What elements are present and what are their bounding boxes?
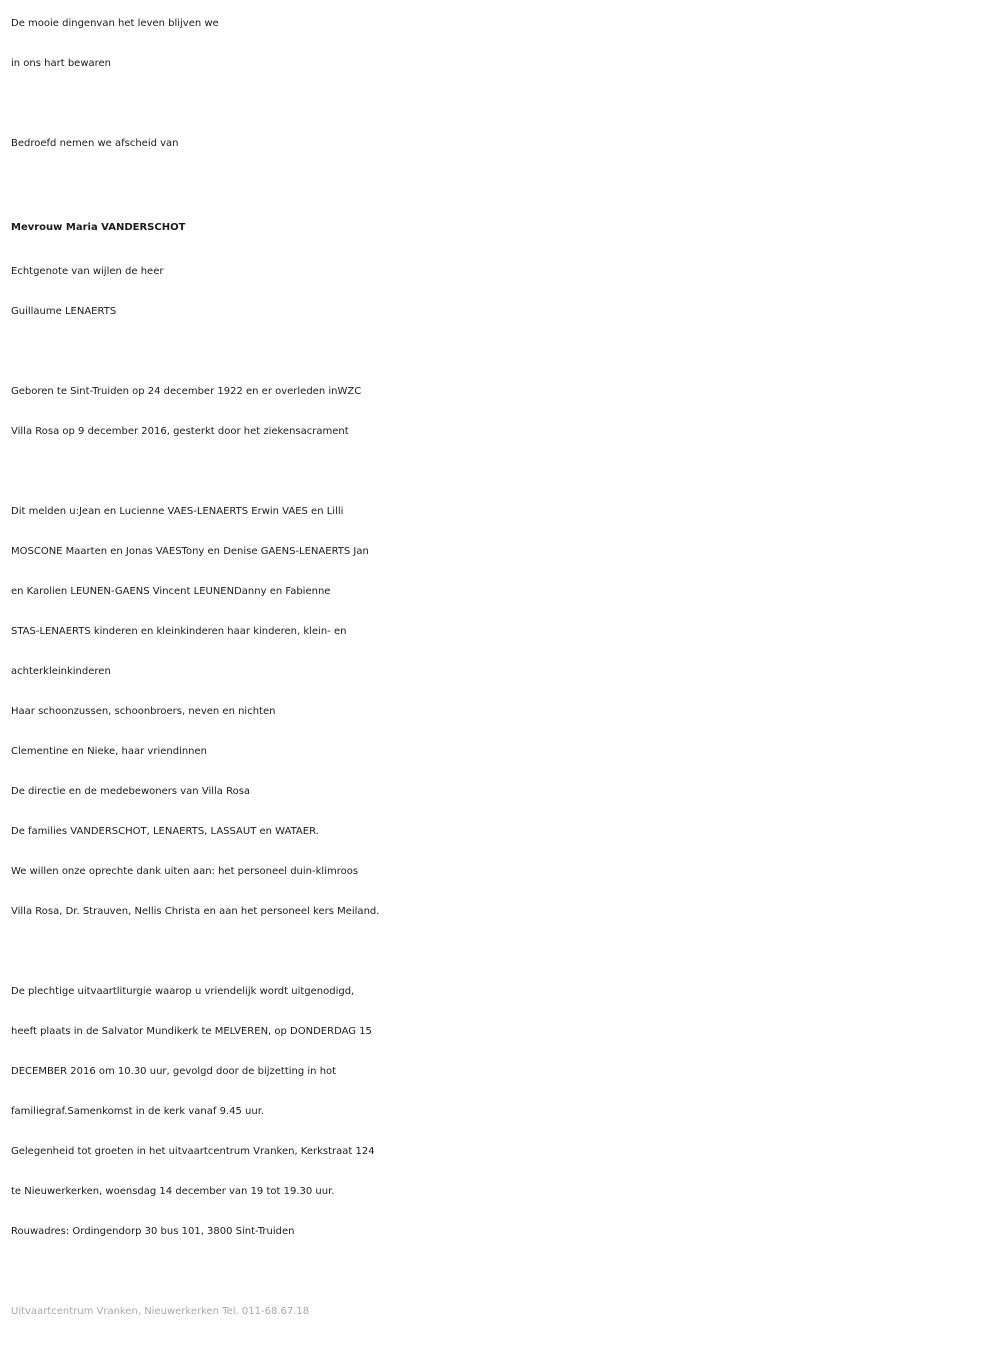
birth-death-line: Villa Rosa op 9 december 2016, gesterkt door het ziekensacrament: [11, 426, 349, 437]
spacer: [11, 164, 996, 204]
spacer: [11, 1252, 996, 1292]
announcer-line: Haar schoonzussen, schoonbroers, neven en nichten: [11, 706, 276, 717]
farewell-line: Bedroefd nemen we afscheid van: [11, 138, 179, 149]
ceremony-line: Gelegenheid tot groeten in het uitvaartcentrum Vranken, Kerkstraat 124: [11, 1146, 375, 1157]
announcer-line: De families VANDERSCHOT, LENAERTS, LASSAUT en WATAER.: [11, 826, 319, 837]
ceremony-line: familiegraf.Samenkomst in de kerk vanaf 9.45 uur.: [11, 1106, 265, 1117]
ceremony-line: te Nieuwerkerken, woensdag 14 december van 19 tot 19.30 uur.: [11, 1186, 335, 1197]
announcer-line: Dit melden u:Jean en Lucienne VAES-LENAERTS Erwin VAES en Lilli: [11, 506, 344, 517]
intro-verse: [11, 4, 996, 84]
announcer-line: achterkleinkinderen: [11, 666, 111, 677]
spacer: [11, 84, 996, 124]
intro-line: in ons hart bewaren: [11, 58, 112, 69]
spouse-line: Guillaume LENAERTS: [11, 306, 117, 317]
announcer-line: We willen onze oprechte dank uiten aan: het personeel duin-klimroos: [11, 866, 359, 877]
deceased-name: Mevrouw Maria VANDERSCHOT: [11, 222, 186, 233]
ceremony-info: [11, 972, 996, 1252]
spacer: [11, 932, 996, 972]
announcer-line: Clementine en Nieke, haar vriendinnen: [11, 746, 208, 757]
ceremony-line: DECEMBER 2016 om 10.30 uur, gevolgd door de bijzetting in hot: [11, 1066, 337, 1077]
spacer: [11, 452, 996, 492]
ceremony-line: Rouwadres: Ordingendorp 30 bus 101, 3800 Sint-Truiden: [11, 1226, 295, 1237]
obituary-document: [11, 4, 996, 1332]
birth-death-line: Geboren te Sint-Truiden op 24 december 1922 en er overleden inWZC: [11, 386, 362, 397]
announcer-line: STAS-LENAERTS kinderen en kleinkinderen haar kinderen, klein- en: [11, 626, 347, 637]
intro-line: De mooie dingenvan het leven blijven we: [11, 18, 219, 29]
announcer-line: en Karolien LEUNEN-GAENS Vincent LEUNENDanny en Fabienne: [11, 586, 331, 597]
birth-death-info: [11, 372, 996, 452]
ceremony-line: heeft plaats in de Salvator Mundikerk te MELVEREN, op DONDERDAG 15: [11, 1026, 372, 1037]
ceremony-line: De plechtige uitvaartliturgie waarop u vriendelijk wordt uitgenodigd,: [11, 986, 355, 997]
funeral-home-footer: Uitvaartcentrum Vranken, Nieuwerkerken Tel. 011-68.67.18: [11, 1306, 310, 1317]
announcer-line: MOSCONE Maarten en Jonas VAESTony en Denise GAENS-LENAERTS Jan: [11, 546, 369, 557]
spouse-line: Echtgenote van wijlen de heer: [11, 266, 164, 277]
announcer-line: Villa Rosa, Dr. Strauven, Nellis Christa en aan het personeel kers Meiland.: [11, 906, 380, 917]
announcer-line: De directie en de medebewoners van Villa Rosa: [11, 786, 251, 797]
announcers-list: [11, 492, 996, 932]
spouse-info: [11, 252, 996, 332]
spacer: [11, 332, 996, 372]
